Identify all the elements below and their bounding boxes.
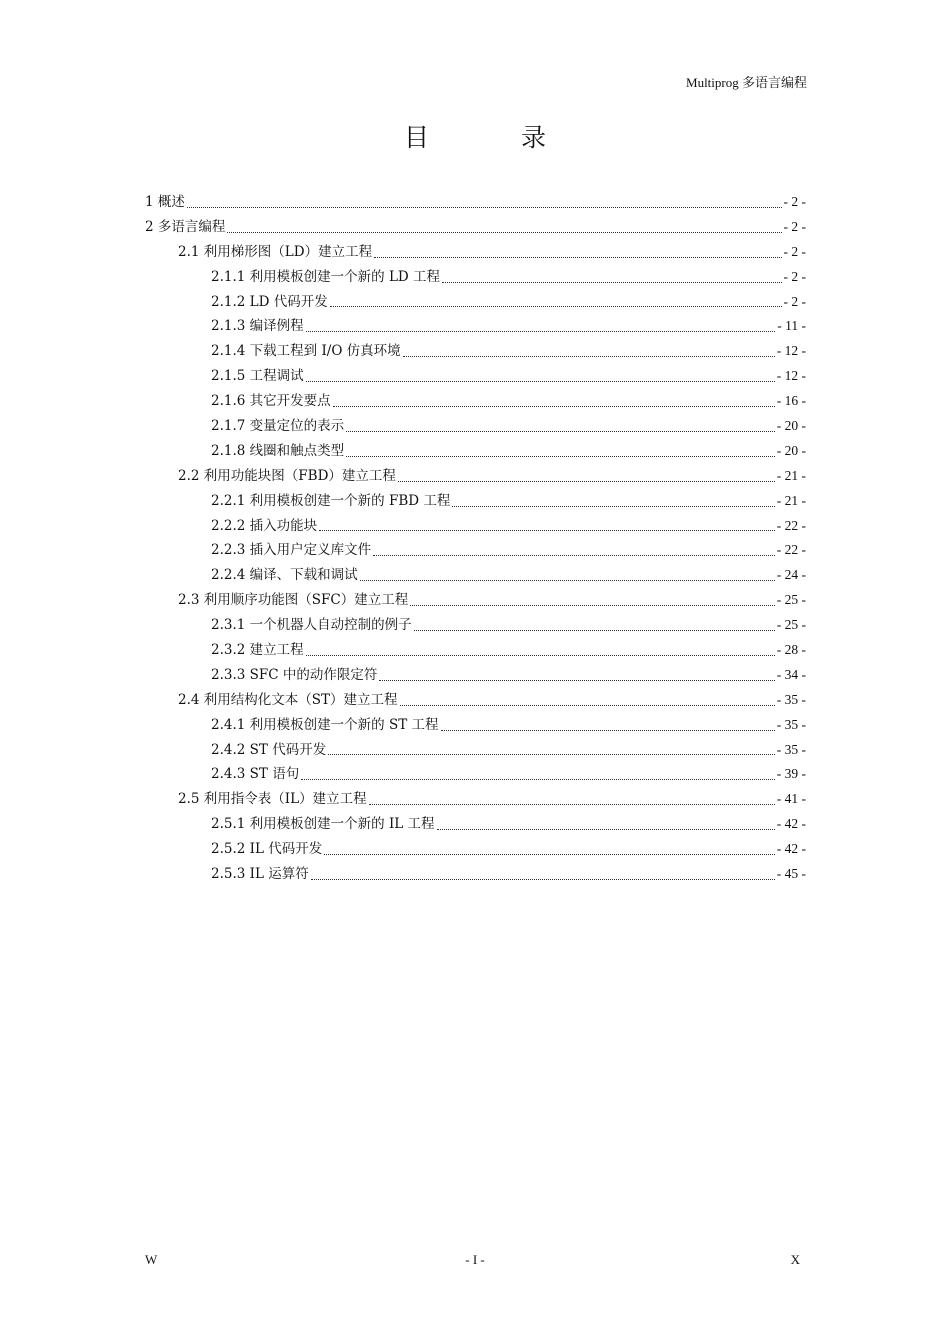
toc-entry[interactable] <box>145 441 806 466</box>
toc-entry-label: 变量定位的表示 <box>249 418 345 435</box>
toc-entry-number: 2.1.2 <box>211 293 246 310</box>
toc-dot-leader <box>346 430 775 432</box>
toc-entry-page: - 42 - <box>776 816 806 832</box>
toc-entry[interactable] <box>145 391 806 416</box>
toc-entry-title <box>145 217 225 237</box>
toc-dot-leader <box>324 853 775 855</box>
toc-entry-label: ST 代码开发 <box>249 741 327 758</box>
toc-entry-label: IL 代码开发 <box>249 841 323 858</box>
toc-entry-page: - 21 - <box>776 492 806 508</box>
footer-right-mark: X <box>790 1252 800 1267</box>
toc-entry[interactable] <box>145 615 806 640</box>
toc-entry[interactable] <box>145 740 806 765</box>
toc-entry-number: 2.1.4 <box>211 343 246 360</box>
toc-dot-leader <box>227 231 781 233</box>
footer-left-mark: W <box>145 1252 158 1267</box>
toc-entry-number: 2.3 <box>178 592 200 609</box>
toc-entry-label: 插入用户定义库文件 <box>249 542 372 559</box>
toc-entry-title <box>211 316 304 336</box>
toc-entry-page: - 39 - <box>776 766 806 782</box>
toc-entry-title <box>211 292 328 312</box>
toc-entry-number: 2.3.3 <box>211 666 246 683</box>
toc-entry-page: - 35 - <box>776 691 806 707</box>
toc-dot-leader <box>441 729 775 731</box>
toc-entry-title <box>145 192 185 212</box>
toc-entry[interactable] <box>145 690 806 715</box>
toc-entry-page: - 24 - <box>776 567 806 583</box>
toc-dot-leader <box>330 305 782 307</box>
toc-entry[interactable] <box>145 366 806 391</box>
toc-dot-leader <box>374 256 781 258</box>
toc-entry[interactable] <box>145 416 806 441</box>
toc-entry-number: 2.1.6 <box>211 393 246 410</box>
toc-entry[interactable] <box>145 516 806 541</box>
toc-entry-number: 2.4 <box>178 691 200 708</box>
toc-entry-title <box>178 789 367 809</box>
toc-entry-title <box>178 466 396 486</box>
toc-entry-title <box>211 665 377 685</box>
toc-entry-number: 2.2 <box>178 467 200 484</box>
toc-entry[interactable] <box>145 341 806 366</box>
toc-entry-number: 2.5.3 <box>211 866 246 883</box>
toc-entry-label: 利用结构化文本（ST）建立工程 <box>203 691 398 708</box>
toc-entry-number: 2.2.4 <box>211 567 246 584</box>
toc-entry-number: 2 <box>145 218 154 235</box>
toc-entry-title <box>211 740 326 760</box>
toc-entry-label: 多语言编程 <box>157 218 226 235</box>
toc-entry-label: 下载工程到 I/O 仿真环境 <box>249 343 401 360</box>
toc-entry-title <box>211 615 412 635</box>
toc-entry-label: 利用模板创建一个新的 FBD 工程 <box>249 492 451 509</box>
toc-entry[interactable] <box>145 764 806 789</box>
toc-entry[interactable] <box>145 466 806 491</box>
toc-entry-page: - 2 - <box>783 268 806 284</box>
toc-entry[interactable] <box>145 640 806 665</box>
toc-entry-label: 利用梯形图（LD）建立工程 <box>203 243 373 260</box>
toc-entry-label: LD 代码开发 <box>249 293 328 310</box>
toc-entry-title <box>211 864 309 884</box>
toc-entry[interactable] <box>145 814 806 839</box>
toc-entry-number: 2.1.5 <box>211 368 246 385</box>
toc-entry-label: 利用功能块图（FBD）建立工程 <box>203 467 396 484</box>
toc-entry[interactable] <box>145 789 806 814</box>
toc-entry-page: - 20 - <box>776 418 806 434</box>
toc-entry-label: SFC 中的动作限定符 <box>249 666 378 683</box>
toc-entry-title <box>211 565 358 585</box>
toc-entry-page: - 2 - <box>783 194 806 209</box>
toc-entry[interactable] <box>145 665 806 690</box>
toc-entry-title <box>211 540 371 560</box>
toc-entry[interactable] <box>145 565 806 590</box>
toc-entry-label: IL 运算符 <box>249 866 309 883</box>
toc-entry-number: 1 <box>145 194 154 210</box>
toc-entry-number: 2.5.1 <box>211 816 246 833</box>
toc-dot-leader <box>319 529 775 531</box>
toc-entry[interactable] <box>145 715 806 740</box>
toc-entry-label: 利用模板创建一个新的 IL 工程 <box>249 816 435 833</box>
toc-entry[interactable] <box>145 192 806 217</box>
toc-entry-page: - 21 - <box>776 467 806 483</box>
toc-entry-title <box>211 491 450 511</box>
toc-entry-number: 2.1.1 <box>211 268 246 285</box>
toc-entry-label: 工程调试 <box>249 368 304 385</box>
toc-entry-label: 概述 <box>157 194 185 210</box>
toc-entry-page: - 2 - <box>783 218 806 234</box>
toc-entry-page: - 41 - <box>776 791 806 807</box>
toc-entry-title <box>178 590 408 610</box>
toc-dot-leader <box>442 281 781 283</box>
toc-dot-leader <box>346 455 775 457</box>
toc-dot-leader <box>437 828 775 830</box>
toc-entry-page: - 12 - <box>776 343 806 359</box>
toc-entry-title <box>211 640 304 660</box>
toc-dot-leader <box>311 878 775 880</box>
toc-dot-leader <box>306 330 776 332</box>
toc-entry-page: - 20 - <box>776 442 806 458</box>
toc-entry-number: 2.1.7 <box>211 418 246 435</box>
toc-entry-label: 利用模板创建一个新的 ST 工程 <box>249 716 439 733</box>
toc-dot-leader <box>187 206 782 208</box>
toc-entry-number: 2.1 <box>178 243 200 260</box>
running-header: Multiprog 多语言编程 <box>686 75 807 90</box>
toc-entry-page: - 11 - <box>777 318 806 334</box>
toc-entry-number: 2.5.2 <box>211 841 246 858</box>
toc-dot-leader <box>306 654 775 656</box>
toc-dot-leader <box>333 405 775 407</box>
toc-entry-number: 2.1.3 <box>211 318 246 335</box>
toc-dot-leader <box>414 629 775 631</box>
toc-entry-title <box>211 416 344 436</box>
toc-entry-number: 2.4.2 <box>211 741 246 758</box>
toc-entry[interactable] <box>145 267 806 292</box>
toc-entry[interactable] <box>145 864 806 889</box>
toc-dot-leader <box>410 604 775 606</box>
toc-entry-label: ST 语句 <box>249 766 300 783</box>
toc-entry-title <box>211 267 440 287</box>
toc-entry[interactable] <box>145 540 806 565</box>
toc-dot-leader <box>306 380 775 382</box>
toc-entry-number: 2.2.1 <box>211 492 246 509</box>
toc-entry-page: - 35 - <box>776 716 806 732</box>
toc-dot-leader <box>328 753 775 755</box>
toc-entry-number: 2.3.2 <box>211 642 246 659</box>
toc-dot-leader <box>400 704 775 706</box>
table-of-contents <box>145 192 806 889</box>
toc-entry-number: 2.3.1 <box>211 617 246 634</box>
toc-entry-page: - 25 - <box>776 617 806 633</box>
toc-entry-label: 插入功能块 <box>249 517 318 534</box>
toc-entry-title <box>211 516 317 536</box>
toc-entry-label: 利用顺序功能图（SFC）建立工程 <box>203 592 409 609</box>
toc-entry-page: - 22 - <box>776 517 806 533</box>
toc-entry-page: - 28 - <box>776 642 806 658</box>
page-number: - I - <box>465 1252 485 1267</box>
toc-entry-number: 2.2.3 <box>211 542 246 559</box>
toc-entry[interactable] <box>145 316 806 341</box>
toc-entry[interactable] <box>145 292 806 317</box>
toc-entry-number: 2.2.2 <box>211 517 246 534</box>
toc-entry-title <box>211 839 322 859</box>
page-title: 目 录 <box>404 123 588 152</box>
toc-entry[interactable] <box>145 590 806 615</box>
toc-entry-label: 其它开发要点 <box>249 393 331 410</box>
toc-entry-number: 2.4.3 <box>211 766 246 783</box>
toc-entry-page: - 2 - <box>783 293 806 309</box>
toc-entry-label: 利用指令表（IL）建立工程 <box>203 791 367 808</box>
toc-entry-label: 一个机器人自动控制的例子 <box>249 617 412 634</box>
toc-entry-title <box>178 690 398 710</box>
toc-entry-label: 编译例程 <box>249 318 304 335</box>
toc-entry-title <box>211 341 401 361</box>
toc-entry-page: - 16 - <box>776 393 806 409</box>
toc-entry-page: - 35 - <box>776 741 806 757</box>
toc-entry-number: 2.1.8 <box>211 442 246 459</box>
toc-entry-page: - 34 - <box>776 666 806 682</box>
toc-entry-title <box>211 441 344 461</box>
toc-entry-label: 编译、下载和调试 <box>249 567 358 584</box>
toc-entry-page: - 45 - <box>776 866 806 882</box>
toc-entry-page: - 25 - <box>776 592 806 608</box>
toc-dot-leader <box>398 480 775 482</box>
toc-entry[interactable] <box>145 491 806 516</box>
toc-entry-title <box>211 764 299 784</box>
toc-entry-label: 线圈和触点类型 <box>249 442 345 459</box>
toc-entry-label: 利用模板创建一个新的 LD 工程 <box>249 268 441 285</box>
toc-dot-leader <box>369 803 775 805</box>
toc-entry[interactable] <box>145 217 806 242</box>
toc-dot-leader <box>301 778 775 780</box>
toc-entry[interactable] <box>145 242 806 267</box>
toc-entry-label: 建立工程 <box>249 642 304 659</box>
toc-entry-page: - 12 - <box>776 368 806 384</box>
toc-entry-title <box>211 715 439 735</box>
toc-entry-page: - 42 - <box>776 841 806 857</box>
toc-entry-title <box>211 814 435 834</box>
toc-dot-leader <box>403 355 775 357</box>
toc-dot-leader <box>379 679 774 681</box>
toc-entry-title <box>211 391 331 411</box>
toc-entry-title <box>178 242 372 262</box>
toc-entry-title <box>211 366 304 386</box>
toc-dot-leader <box>360 579 775 581</box>
toc-entry-page: - 22 - <box>776 542 806 558</box>
toc-dot-leader <box>373 554 775 556</box>
toc-entry-number: 2.4.1 <box>211 716 246 733</box>
toc-entry-page: - 2 - <box>783 243 806 259</box>
toc-dot-leader <box>452 505 774 507</box>
toc-entry-number: 2.5 <box>178 791 200 808</box>
toc-entry[interactable] <box>145 839 806 864</box>
